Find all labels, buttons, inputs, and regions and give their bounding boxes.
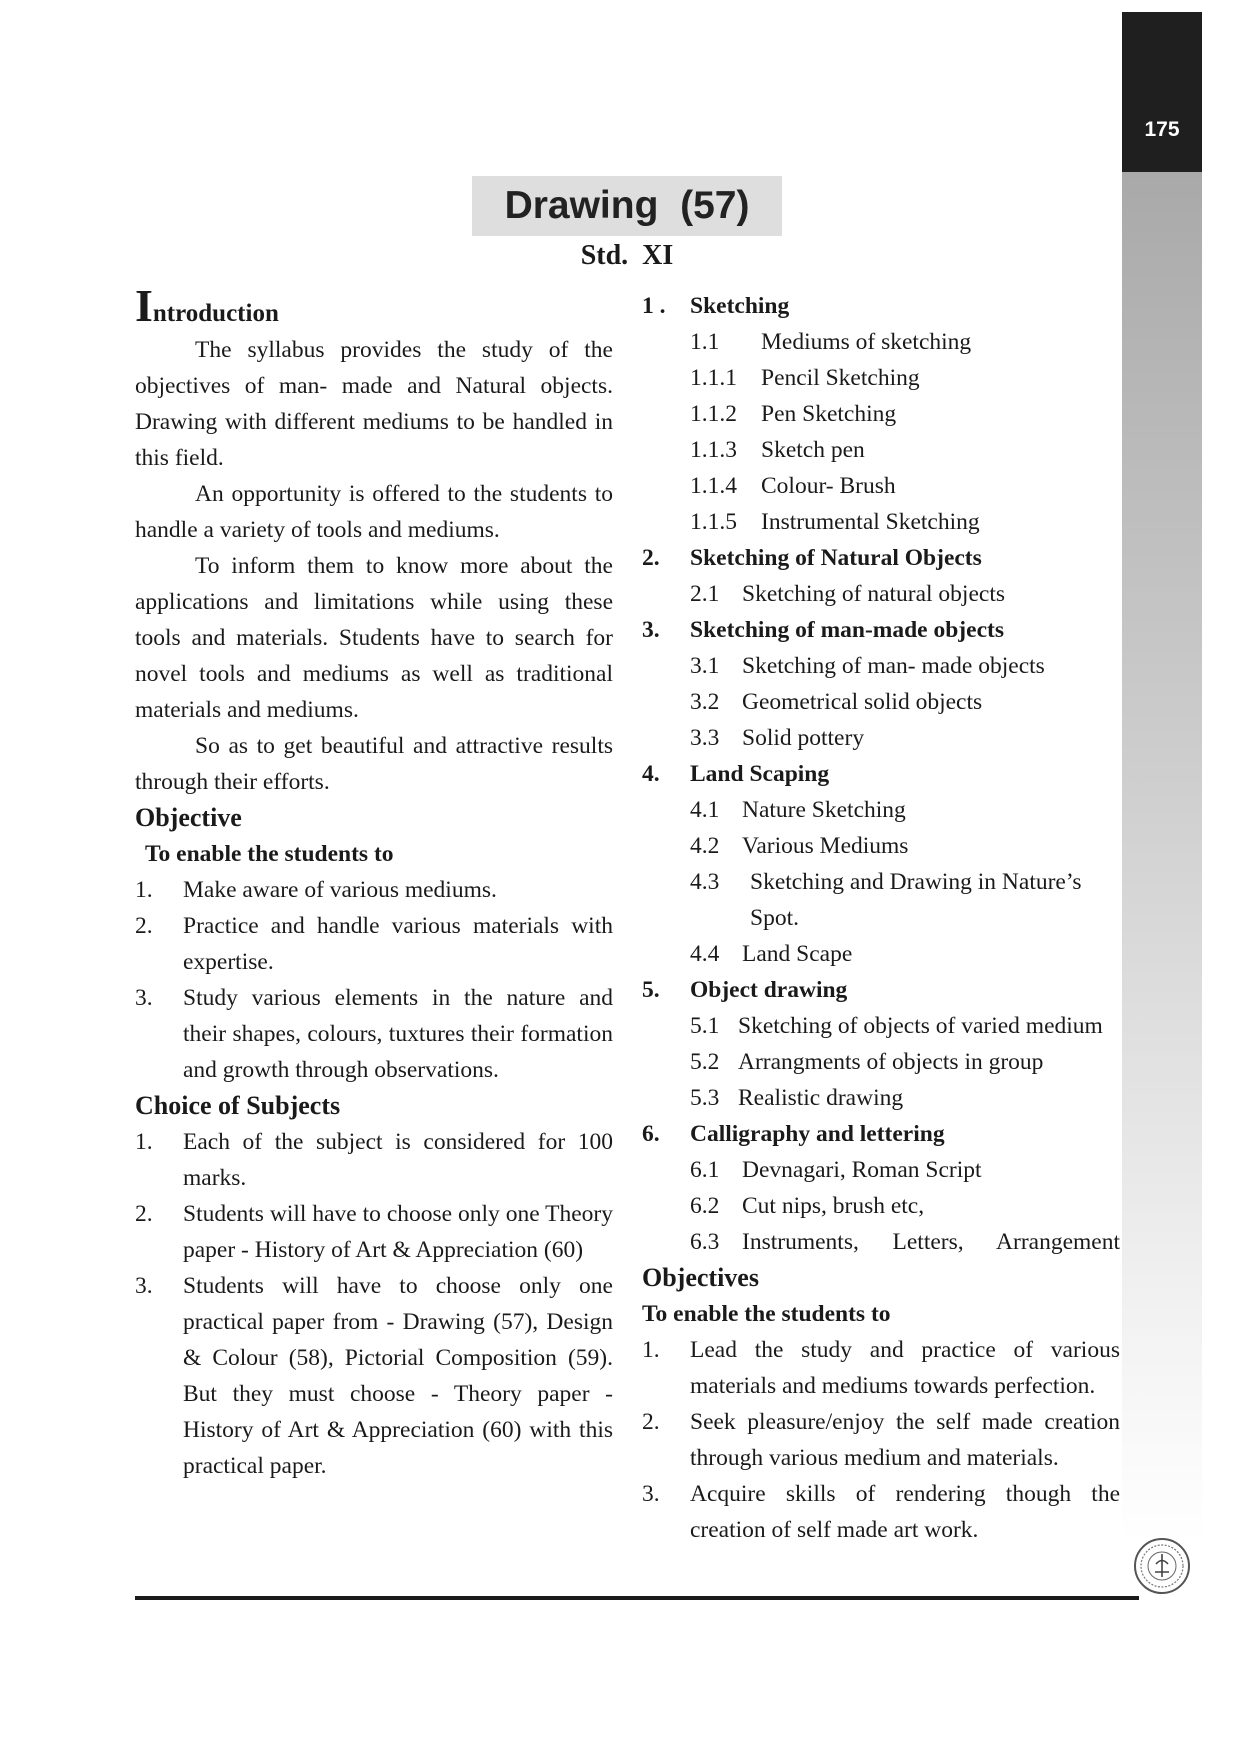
list-item: 3. Study various elements in the nature and their shapes, colours, tuxtures their formation and growth through observations.: [135, 985, 613, 1083]
bottom-rule: [135, 1596, 1139, 1600]
subsection-item: 6.3 Instruments, Letters, Arrangement: [690, 1229, 1120, 1255]
subsection-item: 6.1 Devnagari, Roman Script: [690, 1157, 982, 1183]
subsection-item: 5.3 Realistic drawing: [690, 1085, 904, 1111]
page-tab: [1122, 12, 1202, 172]
intro-paragraph: An opportunity is offered to the students to handle a variety of tools and mediums.: [135, 481, 613, 543]
list-item: 1. Each of the subject is considered for 100 marks.: [135, 1129, 613, 1191]
subsection-item: 4.1 Nature Sketching: [690, 797, 906, 823]
objective-lead: To enable the students to: [145, 841, 394, 867]
objective-heading: Objective: [135, 803, 242, 832]
page-tab-gradient: [1122, 172, 1202, 1542]
intro-paragraph: So as to get beautiful and attractive results through their efforts.: [135, 733, 613, 795]
list-item: 1. Lead the study and practice of various materials and mediums towards perfection.: [642, 1337, 1120, 1399]
subsection-item: 4.2 Various Mediums: [690, 833, 909, 859]
seal-emblem-icon: [1133, 1537, 1191, 1595]
subsection-item: 1.1.1 Pencil Sketching: [690, 365, 920, 391]
choice-heading: Choice of Subjects: [135, 1091, 341, 1120]
section-heading: 1 . Sketching: [642, 293, 790, 319]
subsection-item: 1.1 Mediums of sketching: [690, 329, 972, 355]
section-heading: 2. Sketching of Natural Objects: [642, 545, 982, 571]
subsection-item: 1.1.2 Pen Sketching: [690, 401, 897, 427]
left-column: [135, 280, 613, 1484]
section-heading: 5. Object drawing: [642, 977, 848, 1003]
right-column: [642, 288, 1120, 1548]
section-heading: 6. Calligraphy and lettering: [642, 1121, 945, 1147]
section-heading: 3. Sketching of man-made objects: [642, 617, 1004, 643]
page-subtitle: Std. XI: [580, 240, 674, 271]
list-item: 2. Students will have to choose only one Theory paper - History of Art & Appreciation (60): [135, 1201, 613, 1263]
subsection-item: 6.2 Cut nips, brush etc,: [690, 1193, 925, 1219]
intro-paragraph: The syllabus provides the study of the objectives of man- made and Natural objects. Drawing with different mediums to be handled in this field.: [135, 337, 613, 471]
list-item: 2. Practice and handle various materials with expertise.: [135, 913, 613, 975]
list-item: 3. Students will have to choose only one practical paper from - Drawing (57), Design & Colour (58), Pictorial Composition (59). But they must choose - Theory paper - History of Art & Appreciation (60) with this practical paper.: [135, 1273, 613, 1479]
intro-paragraph: To inform them to know more about the applications and limitations while using these tools and materials. Students have to search for novel tools and mediums as well as traditional materials and mediums.: [135, 553, 613, 723]
subsection-item: 3.2 Geometrical solid objects: [690, 689, 983, 715]
subsection-item: 3.1 Sketching of man- made objects: [690, 653, 1045, 679]
subsection-item: 5.2 Arrangments of objects in group: [690, 1049, 1044, 1075]
subsection-item: 1.1.5 Instrumental Sketching: [690, 509, 980, 535]
subsection-item: 4.4 Land Scape: [690, 941, 853, 967]
list-item: 1. Make aware of various mediums.: [135, 877, 497, 903]
page-number: 175: [1144, 118, 1180, 141]
subsection-item: 2.1 Sketching of natural objects: [690, 581, 1005, 607]
subsection-item: 1.1.3 Sketch pen: [690, 437, 865, 463]
subsection-item: 4.3 Sketching and Drawing in Nature’s Spot.: [690, 869, 1082, 931]
list-item: 2. Seek pleasure/enjoy the self made creation through various medium and materials.: [642, 1409, 1120, 1471]
introduction-heading: Introduction: [135, 280, 279, 331]
section-heading: 4. Land Scaping: [642, 761, 830, 787]
subsection-item: 5.1 Sketching of objects of varied medium: [690, 1013, 1103, 1039]
objectives-lead: To enable the students to: [642, 1301, 891, 1327]
subsection-item: 3.3 Solid pottery: [690, 725, 865, 751]
page-title: Drawing (57): [472, 176, 782, 236]
drop-initial: I: [135, 280, 153, 331]
list-item: 3. Acquire skills of rendering though the creation of self made art work.: [642, 1481, 1120, 1543]
objectives-heading: Objectives: [642, 1263, 759, 1292]
subsection-item: 1.1.4 Colour- Brush: [690, 473, 896, 499]
